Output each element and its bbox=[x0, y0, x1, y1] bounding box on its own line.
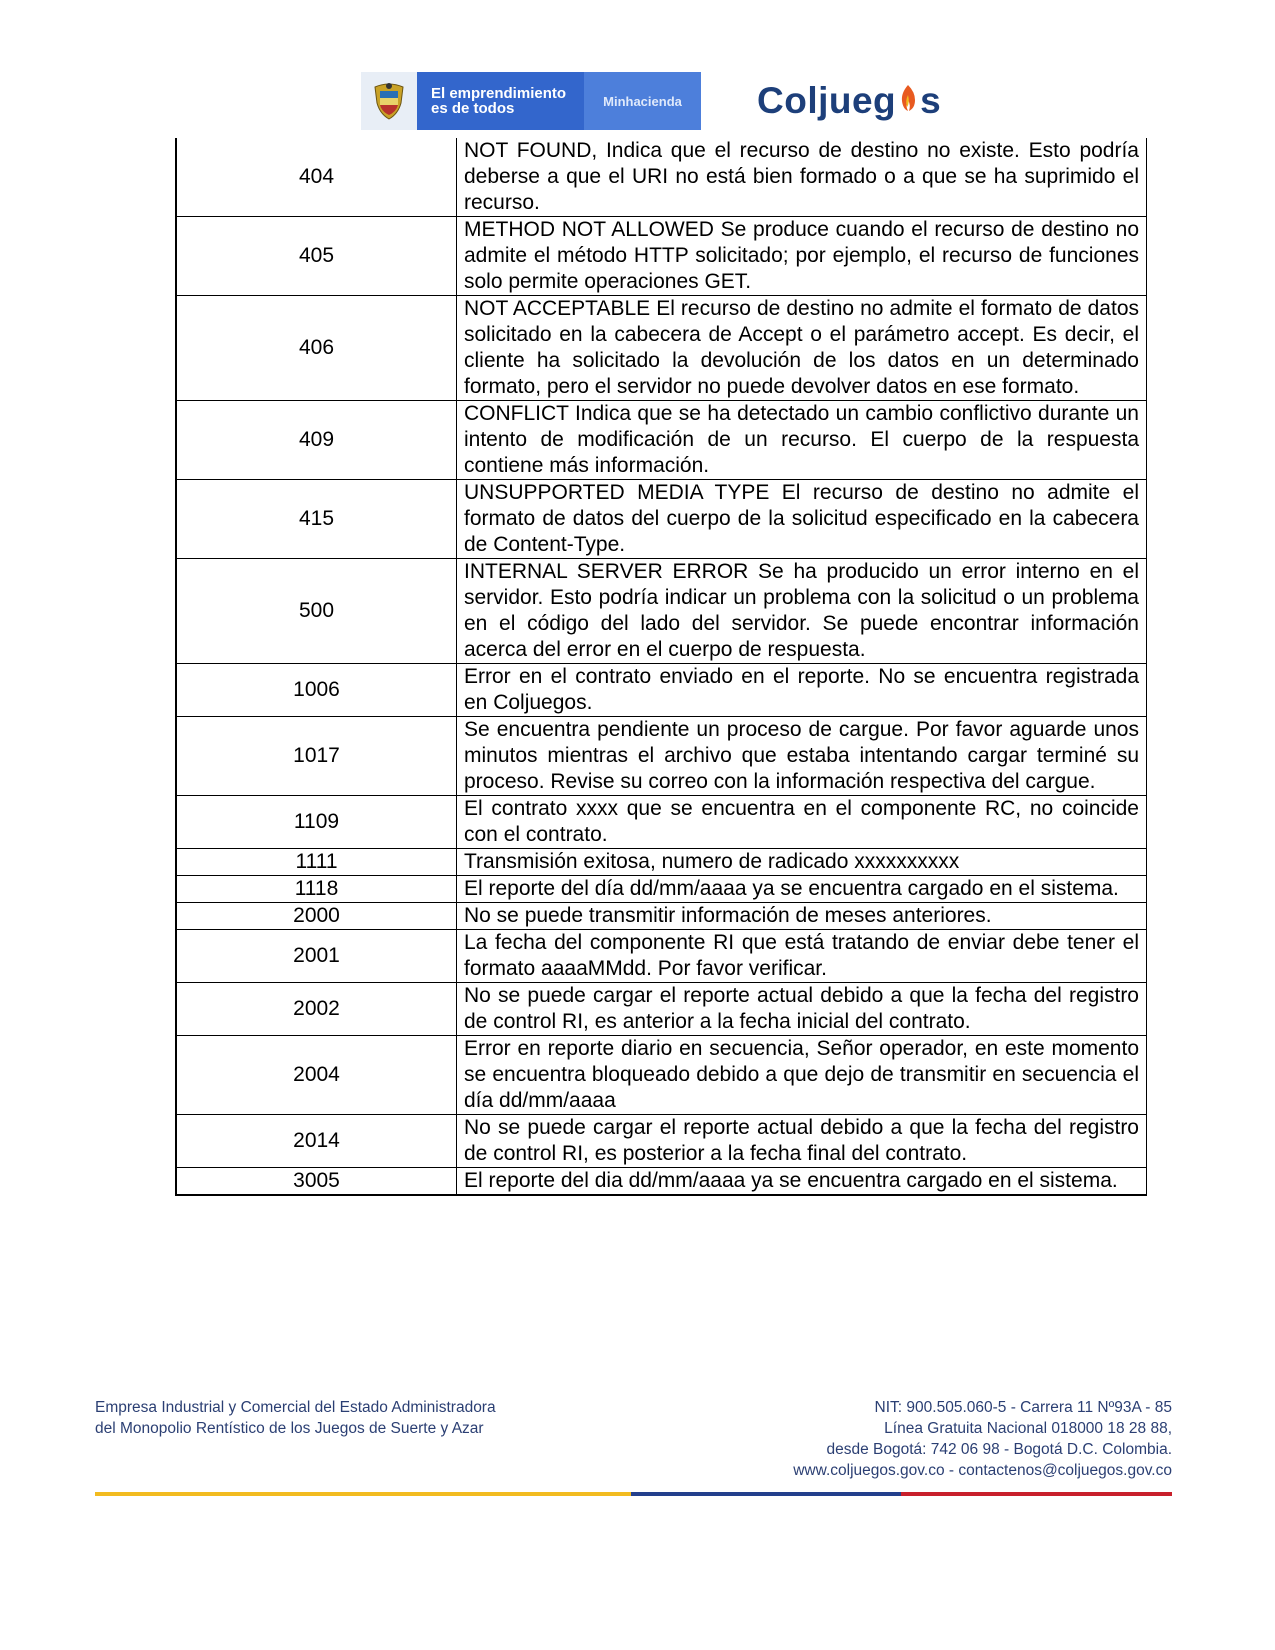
footer-phone-national: Línea Gratuita Nacional 018000 18 28 88, bbox=[884, 1420, 1172, 1437]
footer-bar-blue bbox=[631, 1492, 901, 1496]
page-header bbox=[361, 72, 941, 130]
footer-bar-red bbox=[901, 1492, 1172, 1496]
error-description-cell: CONFLICT Indica que se ha detectado un cambio conflictivo durante un intento de modificación de un recurso. El cuerpo de la respuesta contiene más información. bbox=[457, 401, 1147, 480]
error-description-cell: No se puede cargar el reporte actual debido a que la fecha del registro de control RI, es anterior a la fecha inicial del contrato. bbox=[457, 983, 1147, 1036]
flame-icon bbox=[897, 80, 919, 122]
error-description-cell: NOT FOUND, Indica que el recurso de destino no existe. Esto podría deberse a que el URI no está bien formado o a que se ha suprimido el recurso. bbox=[457, 138, 1147, 217]
table-row bbox=[176, 138, 1147, 217]
error-description-cell: El reporte del día dd/mm/aaaa ya se encuentra cargado en el sistema. bbox=[457, 876, 1147, 903]
error-code-cell: 2000 bbox=[176, 903, 457, 930]
error-description-cell: Transmisión exitosa, numero de radicado xxxxxxxxxx bbox=[457, 849, 1147, 876]
error-code-cell: 1118 bbox=[176, 876, 457, 903]
error-code-cell: 1109 bbox=[176, 796, 457, 849]
footer-left-line-2: del Monopolio Rentístico de los Juegos de Suerte y Azar bbox=[95, 1420, 484, 1437]
error-description-cell: El contrato xxxx que se encuentra en el componente RC, no coincide con el contrato. bbox=[457, 796, 1147, 849]
table-row bbox=[176, 1168, 1147, 1196]
error-code-cell: 1111 bbox=[176, 849, 457, 876]
footer-left-line-1: Empresa Industrial y Comercial del Estado Administradora bbox=[95, 1399, 496, 1416]
error-code-cell: 406 bbox=[176, 296, 457, 401]
error-code-cell: 2001 bbox=[176, 930, 457, 983]
error-code-cell: 405 bbox=[176, 217, 457, 296]
table-row bbox=[176, 930, 1147, 983]
footer-bar-yellow bbox=[95, 1492, 631, 1496]
brand-text-part-1: Coljueg bbox=[757, 80, 897, 121]
error-codes-table bbox=[175, 138, 1147, 1196]
table-row bbox=[176, 664, 1147, 717]
footer-nit-address: NIT: 900.505.060-5 - Carrera 11 Nº93A - 85 bbox=[874, 1399, 1172, 1416]
error-code-cell: 404 bbox=[176, 138, 457, 217]
table-row bbox=[176, 217, 1147, 296]
error-code-cell: 2004 bbox=[176, 1036, 457, 1115]
error-description-cell: UNSUPPORTED MEDIA TYPE El recurso de destino no admite el formato de datos del cuerpo de la solicitud especificado en la cabecera de Content-Type. bbox=[457, 480, 1147, 559]
table-row bbox=[176, 559, 1147, 664]
table-row bbox=[176, 796, 1147, 849]
table-row bbox=[176, 849, 1147, 876]
government-slogan bbox=[417, 72, 584, 130]
error-description-cell: El reporte del dia dd/mm/aaaa ya se encuentra cargado en el sistema. bbox=[457, 1168, 1147, 1196]
error-description-cell: INTERNAL SERVER ERROR Se ha producido un error interno en el servidor. Esto podría indicar un problema con la solicitud o un problema en el código del lado del servidor. Se puede encontrar información acerca del error en el cuerpo de respuesta. bbox=[457, 559, 1147, 664]
error-description-cell: Error en reporte diario en secuencia, Señor operador, en este momento se encuentra bloqueado debido a que dejo de transmitir en secuencia el día dd/mm/aaaa bbox=[457, 1036, 1147, 1115]
error-codes-body bbox=[176, 138, 1147, 1195]
table-row bbox=[176, 717, 1147, 796]
error-code-cell: 2014 bbox=[176, 1115, 457, 1168]
table-row bbox=[176, 876, 1147, 903]
error-description-cell: Se encuentra pendiente un proceso de cargue. Por favor aguarde unos minutos mientras el archivo que estaba intentando cargar terminé su proceso. Revise su correo con la información respectiva del cargue. bbox=[457, 717, 1147, 796]
coat-of-arms-icon bbox=[361, 72, 417, 130]
brand-text-part-2: s bbox=[920, 80, 942, 121]
slogan-line-2: es de todos bbox=[431, 100, 515, 117]
error-description-cell: La fecha del componente RI que está tratando de enviar debe tener el formato aaaaMMdd. Por favor verificar. bbox=[457, 930, 1147, 983]
table-row bbox=[176, 296, 1147, 401]
footer-web-email: www.coljuegos.gov.co - contactenos@coljuegos.gov.co bbox=[793, 1462, 1172, 1479]
footer-contact-info bbox=[793, 1397, 1172, 1481]
error-code-cell: 1006 bbox=[176, 664, 457, 717]
error-description-cell: METHOD NOT ALLOWED Se produce cuando el recurso de destino no admite el método HTTP solicitado; por ejemplo, el recurso de funciones solo permite operaciones GET. bbox=[457, 217, 1147, 296]
error-description-cell: Error en el contrato enviado en el reporte. No se encuentra registrada en Coljuegos. bbox=[457, 664, 1147, 717]
error-description-cell: NOT ACCEPTABLE El recurso de destino no admite el formato de datos solicitado en la cabecera de Accept o el parámetro accept. Es decir, el cliente ha solicitado la devolución de los datos en un determinado formato, pero el servidor no puede devolver datos en ese formato. bbox=[457, 296, 1147, 401]
footer-phone-bogota: desde Bogotá: 742 06 98 - Bogotá D.C. Colombia. bbox=[826, 1441, 1172, 1458]
error-code-cell: 2002 bbox=[176, 983, 457, 1036]
government-banner bbox=[361, 72, 701, 130]
error-code-cell: 3005 bbox=[176, 1168, 457, 1196]
error-code-cell: 415 bbox=[176, 480, 457, 559]
error-code-cell: 409 bbox=[176, 401, 457, 480]
table-row bbox=[176, 401, 1147, 480]
footer-color-bar bbox=[95, 1492, 1172, 1496]
table-row bbox=[176, 903, 1147, 930]
error-code-cell: 500 bbox=[176, 559, 457, 664]
table-row bbox=[176, 1115, 1147, 1168]
table-row bbox=[176, 983, 1147, 1036]
ministry-label: Minhacienda bbox=[584, 72, 701, 130]
coljuegos-logo bbox=[757, 80, 941, 122]
table-row bbox=[176, 1036, 1147, 1115]
error-description-cell: No se puede cargar el reporte actual debido a que la fecha del registro de control RI, es posterior a la fecha final del contrato. bbox=[457, 1115, 1147, 1168]
error-description-cell: No se puede transmitir información de meses anteriores. bbox=[457, 903, 1147, 930]
table-row bbox=[176, 480, 1147, 559]
slogan-line-1: El emprendimiento bbox=[431, 85, 567, 102]
error-code-cell: 1017 bbox=[176, 717, 457, 796]
footer-company-info bbox=[95, 1397, 496, 1439]
